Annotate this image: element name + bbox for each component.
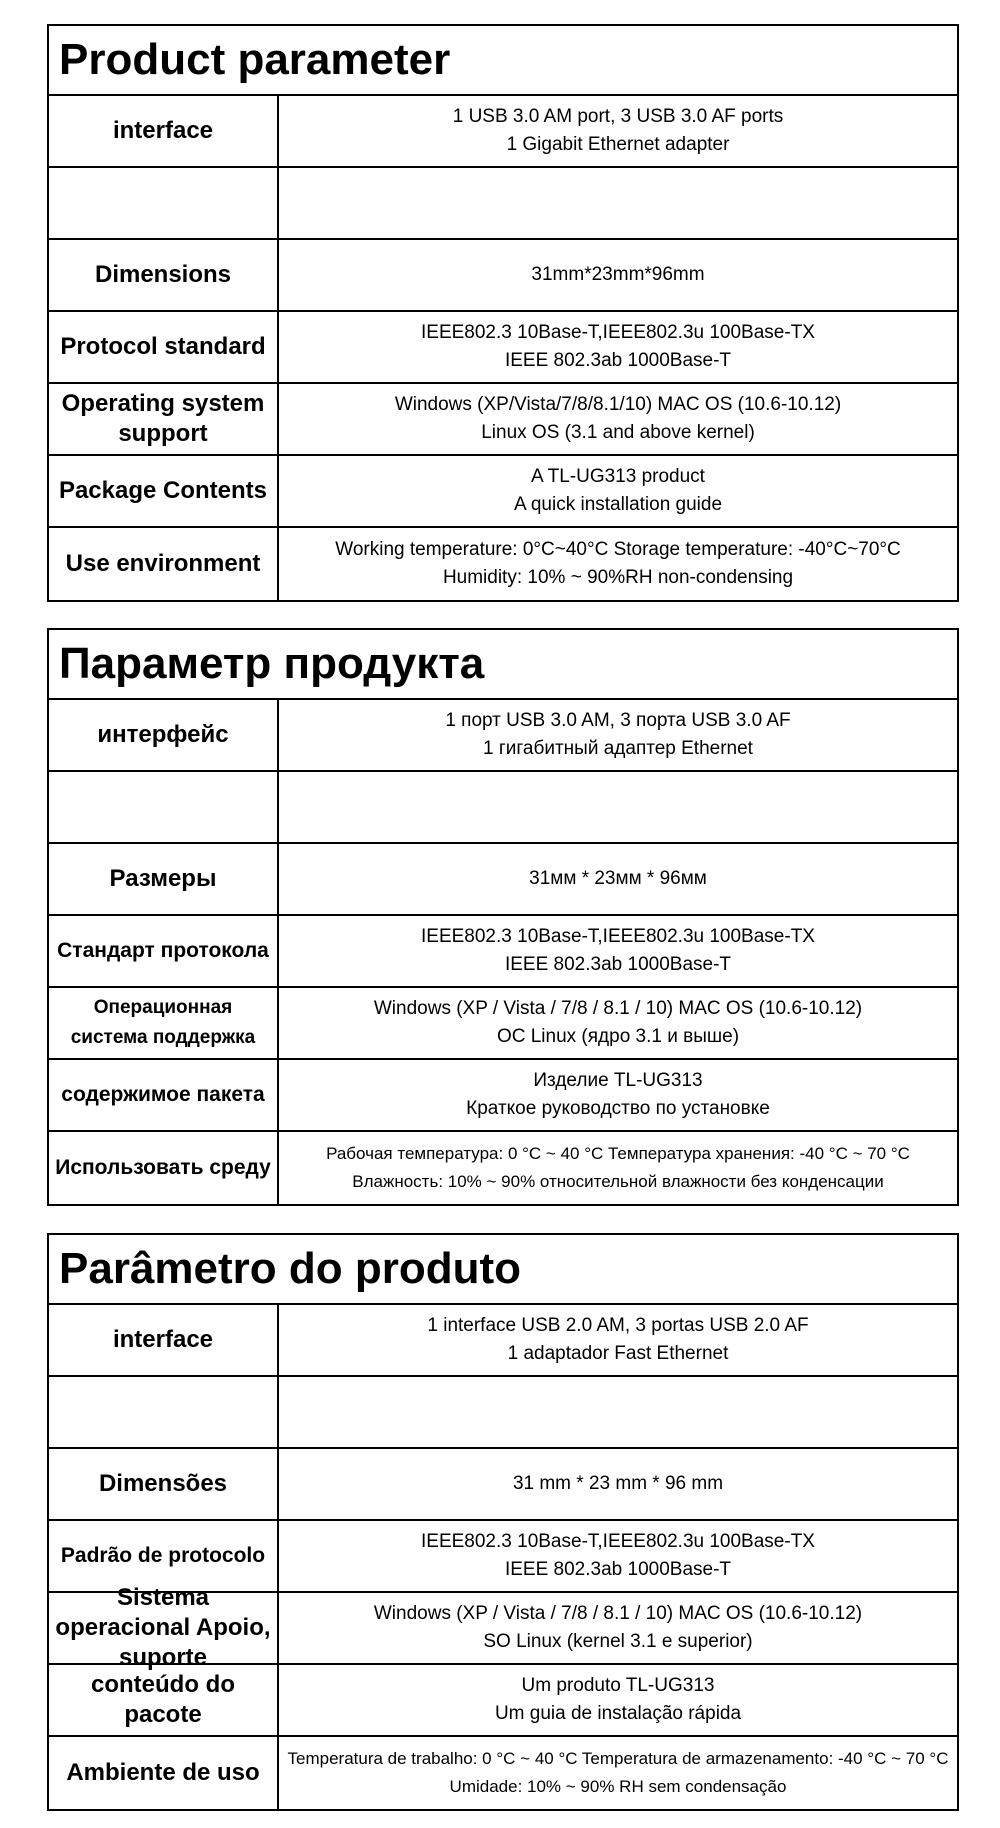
value-line: 31mm*23mm*96mm bbox=[531, 264, 705, 285]
row-value bbox=[279, 1305, 957, 1375]
value-line: ОС Linux (ядро 3.1 и выше) bbox=[496, 1026, 740, 1047]
table-row bbox=[49, 916, 957, 988]
row-value bbox=[279, 1132, 957, 1204]
section-title: Parâmetro do produto bbox=[49, 1235, 957, 1305]
value-line: Humidity: 10% ~ 90%RH non-condensing bbox=[442, 567, 794, 588]
row-value bbox=[279, 240, 957, 310]
row-value bbox=[279, 1593, 957, 1663]
row-value bbox=[279, 772, 957, 842]
value-line: IEEE 802.3ab 1000Base-T bbox=[504, 1559, 732, 1580]
row-value bbox=[279, 456, 957, 526]
row-value bbox=[279, 916, 957, 986]
table-row bbox=[49, 700, 957, 772]
row-value bbox=[279, 1521, 957, 1591]
spec-table-english bbox=[47, 24, 959, 602]
row-label bbox=[49, 772, 279, 842]
value-line: 31мм * 23мм * 96мм bbox=[529, 868, 707, 889]
value-line: SO Linux (kernel 3.1 e superior) bbox=[483, 1631, 753, 1652]
row-label: Операционная система поддержка bbox=[49, 988, 279, 1058]
row-label: interface bbox=[49, 96, 279, 166]
value-line: 1 гигабитный адаптер Ethernet bbox=[483, 738, 753, 759]
value-line: Temperatura de trabalho: 0 °C ~ 40 °C Temperatura de armazenamento: -40 °C ~ 70 °C bbox=[287, 1749, 949, 1768]
table-row bbox=[49, 1737, 957, 1809]
value-line: Linux OS (3.1 and above kernel) bbox=[481, 422, 755, 443]
value-line: 1 USB 3.0 AM port, 3 USB 3.0 AF ports bbox=[452, 106, 784, 127]
row-value bbox=[279, 844, 957, 914]
row-value bbox=[279, 1060, 957, 1130]
row-label: Protocol standard bbox=[49, 312, 279, 382]
row-label: Стандарт протокола bbox=[49, 916, 279, 986]
value-line: Влажность: 10% ~ 90% относительной влажности без конденсации bbox=[352, 1172, 884, 1191]
value-line: IEEE 802.3ab 1000Base-T bbox=[504, 350, 732, 371]
row-label: Padrão de protocolo bbox=[49, 1521, 279, 1591]
row-label: Dimensions bbox=[49, 240, 279, 310]
row-value bbox=[279, 384, 957, 454]
row-label: интерфейс bbox=[49, 700, 279, 770]
value-line: Umidade: 10% ~ 90% RH sem condensação bbox=[449, 1777, 787, 1796]
row-value bbox=[279, 988, 957, 1058]
row-label: Use environment bbox=[49, 528, 279, 600]
row-label: Использовать среду bbox=[49, 1132, 279, 1204]
table-row bbox=[49, 240, 957, 312]
value-line: Изделие TL-UG313 bbox=[533, 1070, 703, 1091]
spec-table-russian bbox=[47, 628, 959, 1206]
table-row bbox=[49, 168, 957, 240]
row-label: interface bbox=[49, 1305, 279, 1375]
value-line: IEEE 802.3ab 1000Base-T bbox=[504, 954, 732, 975]
row-label: Operating system support bbox=[49, 384, 279, 454]
row-label: Package Contents bbox=[49, 456, 279, 526]
table-row bbox=[49, 96, 957, 168]
table-row bbox=[49, 1584, 957, 1671]
row-label: Sistema operacional Apoio, suporte bbox=[49, 1593, 279, 1663]
row-label: Ambiente de uso bbox=[49, 1737, 279, 1809]
value-line: Working temperature: 0°C~40°C Storage temperature: -40°C~70°C bbox=[335, 539, 901, 560]
row-value bbox=[279, 1665, 957, 1735]
value-line: 1 adaptador Fast Ethernet bbox=[507, 1343, 729, 1364]
row-value bbox=[279, 1737, 957, 1809]
row-label: Размеры bbox=[49, 844, 279, 914]
section-title: Product parameter bbox=[49, 26, 957, 96]
row-label bbox=[49, 1377, 279, 1447]
value-line: 1 Gigabit Ethernet adapter bbox=[506, 134, 730, 155]
table-row bbox=[49, 456, 957, 528]
value-line: Windows (XP/Vista/7/8/8.1/10) MAC OS (10.6-10.12) bbox=[394, 394, 842, 415]
table-row bbox=[49, 1305, 957, 1377]
value-line: Windows (XP / Vista / 7/8 / 8.1 / 10) MAC OS (10.6-10.12) bbox=[373, 1603, 863, 1624]
value-line: Um guia de instalação rápida bbox=[494, 1703, 742, 1724]
table-row bbox=[49, 772, 957, 844]
table-row bbox=[49, 1377, 957, 1449]
value-line: Um produto TL-UG313 bbox=[521, 1675, 715, 1696]
value-line: A quick installation guide bbox=[513, 494, 723, 515]
row-value bbox=[279, 1377, 957, 1447]
table-row bbox=[49, 1449, 957, 1521]
table-row bbox=[49, 844, 957, 916]
row-value bbox=[279, 312, 957, 382]
value-line: A TL-UG313 product bbox=[531, 466, 705, 487]
value-line: Краткое руководство по установке bbox=[466, 1098, 770, 1119]
table-row bbox=[49, 528, 957, 600]
table-row bbox=[49, 1132, 957, 1204]
table-row bbox=[49, 384, 957, 456]
value-line: IEEE802.3 10Base-T,IEEE802.3u 100Base-TX bbox=[421, 926, 815, 947]
value-line: Windows (XP / Vista / 7/8 / 8.1 / 10) MAC OS (10.6-10.12) bbox=[373, 998, 863, 1019]
row-label: Dimensões bbox=[49, 1449, 279, 1519]
value-line: 1 порт USB 3.0 AM, 3 порта USB 3.0 AF bbox=[445, 710, 791, 731]
table-row bbox=[49, 312, 957, 384]
table-row bbox=[49, 1665, 957, 1737]
row-value bbox=[279, 528, 957, 600]
spec-table-portuguese bbox=[47, 1233, 959, 1811]
row-value bbox=[279, 96, 957, 166]
row-value bbox=[279, 1449, 957, 1519]
value-line: Рабочая температура: 0 °C ~ 40 °C Температура хранения: -40 °C ~ 70 °C bbox=[326, 1144, 910, 1163]
row-value bbox=[279, 168, 957, 238]
section-title: Параметр продукта bbox=[49, 630, 957, 700]
value-line: 31 mm * 23 mm * 96 mm bbox=[512, 1473, 724, 1494]
table-row bbox=[49, 1060, 957, 1132]
value-line: IEEE802.3 10Base-T,IEEE802.3u 100Base-TX bbox=[421, 322, 815, 343]
row-value bbox=[279, 700, 957, 770]
value-line: 1 interface USB 2.0 AM, 3 portas USB 2.0 AF bbox=[427, 1315, 809, 1336]
value-line: IEEE802.3 10Base-T,IEEE802.3u 100Base-TX bbox=[421, 1531, 815, 1552]
row-label: содержимое пакета bbox=[49, 1060, 279, 1130]
row-label: conteúdo do pacote bbox=[49, 1665, 279, 1735]
table-row bbox=[49, 988, 957, 1060]
row-label bbox=[49, 168, 279, 238]
